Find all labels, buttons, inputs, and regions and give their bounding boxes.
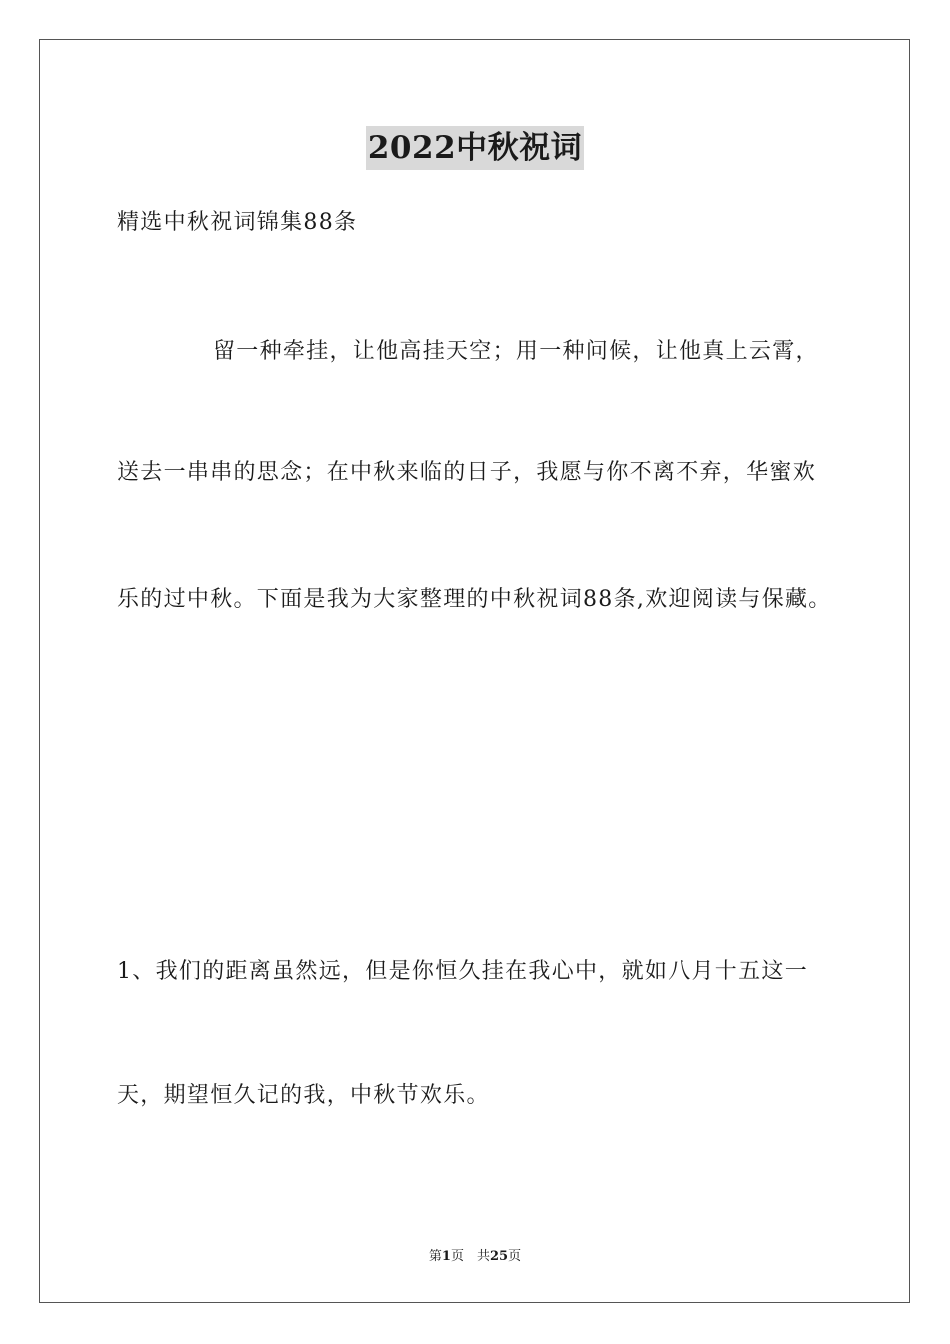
- footer-page-prefix: 第: [428, 1249, 442, 1264]
- document-subtitle: 精选中秋祝词锦集88条: [117, 210, 358, 235]
- item-line-1: 1、我们的距离虽然远，但是你恒久挂在我心中，就如八月十五这一: [117, 959, 808, 984]
- intro-line-3: 乐的过中秋。下面是我为大家整理的中秋祝词88条,欢迎阅读与保藏。: [117, 587, 832, 612]
- page-footer: [0, 1248, 950, 1266]
- intro-line-2: 送去一串串的思念；在中秋来临的日子，我愿与你不离不弃，华蜜欢: [117, 460, 817, 485]
- intro-line-1: 留一种牵挂，让他高挂天空；用一种问候，让他真上云霄，: [213, 339, 819, 364]
- footer-current-page: 1: [441, 1249, 451, 1264]
- title-container: [0, 126, 950, 170]
- document-title: 2022中秋祝词: [366, 126, 584, 170]
- footer-page-mid: 页 共: [450, 1249, 490, 1264]
- item-line-2: 天，期望恒久记的我，中秋节欢乐。: [117, 1083, 490, 1108]
- footer-page-suffix: 页: [508, 1249, 522, 1264]
- footer-total-pages: 25: [489, 1249, 509, 1264]
